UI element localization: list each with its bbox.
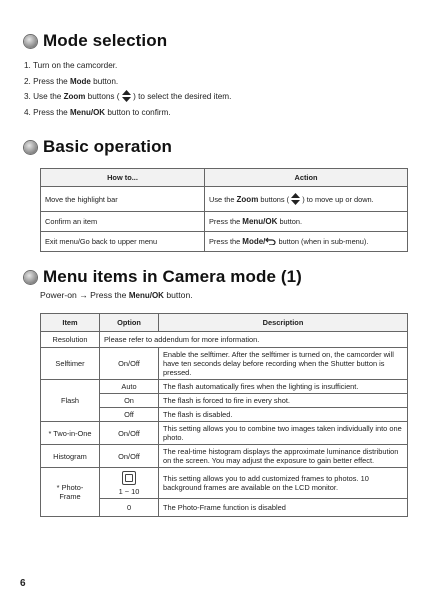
zoom-up-down-icon — [291, 193, 300, 205]
section-heading-menu-items — [24, 267, 302, 287]
item-cell: Flash — [41, 380, 100, 422]
table-row — [41, 422, 408, 445]
option-cell: On — [100, 394, 159, 408]
zoom-key-label: Zoom — [63, 92, 86, 101]
description-cell: Enable the selftimer. After the selftimer is turned on, the camcorder will have ten seconds delay before recording when the Shutter button is pressed. — [159, 348, 408, 380]
step-1: 1. Turn on the camcorder. — [24, 61, 118, 70]
description-cell: This setting allows you to add customized frames to photos. 10 background frames are available on the LCD monitor. — [159, 468, 408, 499]
description-cell: The real-time histogram displays the approximate luminance distribution on the screen. You may adjust the exposure to gain better effect. — [159, 445, 408, 468]
option-cell: 0 — [100, 499, 159, 517]
table-header-row — [41, 314, 408, 332]
table-row — [41, 187, 408, 212]
col-header-item: Item — [41, 314, 100, 332]
col-header-how: How to... — [41, 169, 205, 187]
item-cell: * Two-in-One — [41, 422, 100, 445]
option-cell: Auto — [100, 380, 159, 394]
bullet-dot-icon — [24, 141, 37, 154]
table-row — [41, 348, 408, 380]
page-number: 6 — [20, 578, 26, 589]
option-cell: On/Off — [100, 422, 159, 445]
mode-selection-steps — [24, 58, 231, 120]
step-3: 3. Use the Zoom buttons ( ) to select the desired item. — [24, 92, 232, 101]
section-heading-basic-operation — [24, 137, 172, 157]
menu-ok-key-label: Menu/OK — [69, 107, 106, 117]
description-cell: Please refer to addendum for more information. — [100, 332, 408, 348]
how-cell: Confirm an item — [41, 212, 205, 232]
col-header-option: Option — [100, 314, 159, 332]
action-cell: Press the Menu/OK button. — [205, 212, 408, 232]
back-arrow-icon — [265, 237, 276, 245]
option-cell: On/Off — [100, 348, 159, 380]
option-cell: On/Off — [100, 445, 159, 468]
item-cell: Selftimer — [41, 348, 100, 380]
menu-ok-key-label: Menu/OK — [242, 217, 278, 226]
photo-frame-icon — [122, 471, 136, 485]
step-2: 2. Press the Mode button. — [24, 76, 119, 86]
table-row — [41, 212, 408, 232]
zoom-up-down-icon — [122, 90, 131, 102]
item-cell: Resolution — [41, 332, 100, 348]
zoom-key-label: Zoom — [236, 195, 259, 204]
mode-key-label: Mode/ — [242, 237, 266, 246]
description-cell: The flash automatically fires when the lighting is insufficient. — [159, 380, 408, 394]
section-heading-mode-selection — [24, 31, 167, 51]
option-cell: Off — [100, 408, 159, 422]
description-cell: The Photo-Frame function is disabled — [159, 499, 408, 517]
col-header-action: Action — [205, 169, 408, 187]
bullet-dot-icon — [24, 271, 37, 284]
menu-ok-key-label: Menu/OK — [128, 291, 164, 300]
option-cell: 1 ~ 10 — [100, 468, 159, 499]
description-cell: The flash is forced to fire in every shot. — [159, 394, 408, 408]
col-header-description: Description — [159, 314, 408, 332]
heading-text: Basic operation — [43, 137, 173, 156]
table-row — [41, 468, 408, 499]
description-cell: This setting allows you to combine two images taken individually into one photo. — [159, 422, 408, 445]
how-cell: Move the highlight bar — [41, 187, 205, 212]
description-cell: The flash is disabled. — [159, 408, 408, 422]
heading-text: Mode selection — [43, 31, 168, 50]
table-row — [41, 332, 408, 348]
action-cell: Press the Mode/ button (when in sub-menu). — [205, 232, 408, 252]
item-cell: Histogram — [41, 445, 100, 468]
heading-text: Menu items in Camera mode (1) — [43, 267, 302, 286]
action-cell: Use the Zoom buttons ( ) to move up or down. — [205, 187, 408, 212]
table-row — [41, 380, 408, 394]
how-cell: Exit menu/Go back to upper menu — [41, 232, 205, 252]
table-row — [41, 445, 408, 468]
table-row — [41, 232, 408, 252]
item-cell: * Photo- Frame — [41, 468, 100, 517]
bullet-dot-icon — [24, 35, 37, 48]
step-4: 4. Press the Menu/OK button to confirm. — [24, 107, 171, 117]
basic-operation-table — [40, 168, 408, 252]
power-on-instruction: Power-on → Press the Menu/OK button. — [40, 290, 193, 300]
table-header-row — [41, 169, 408, 187]
mode-key-label: Mode — [69, 76, 91, 86]
camera-menu-table — [40, 313, 408, 517]
